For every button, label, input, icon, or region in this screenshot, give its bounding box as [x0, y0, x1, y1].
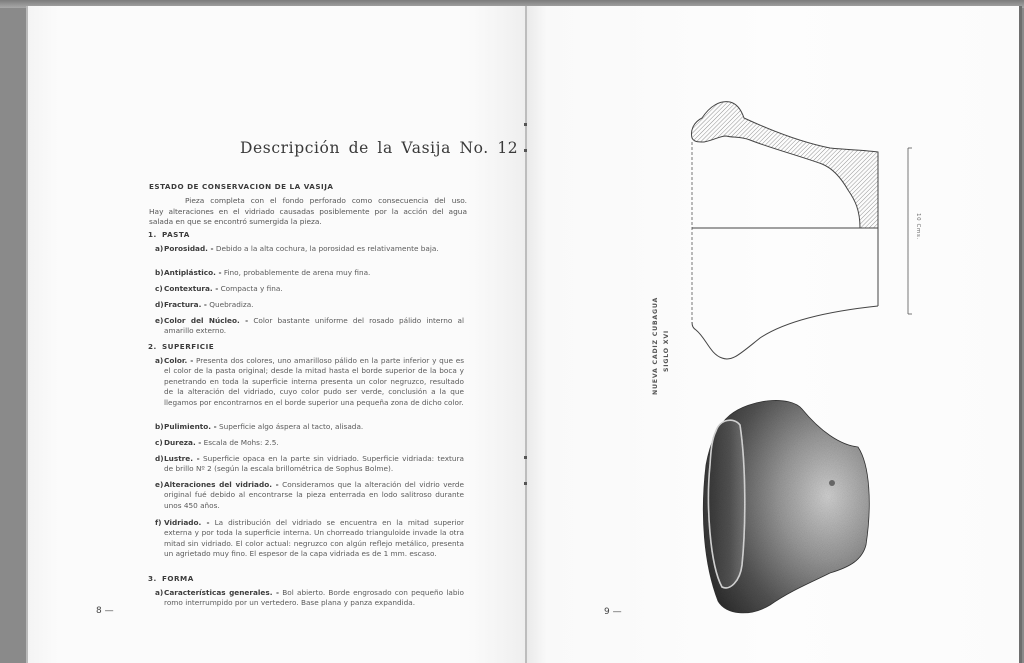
item-label: b): [155, 268, 164, 277]
item-label: f): [155, 518, 162, 527]
item-text: Consideramos que la alteración del vidrio verde original fué debido al encontrarse la pieza enterrada en lodo salitroso durante unos 450 años.: [164, 480, 464, 510]
section-title: FORMA: [162, 574, 194, 583]
item-key: Vidriado. -: [164, 518, 210, 527]
item-label: b): [155, 422, 164, 431]
list-item: [155, 356, 464, 408]
list-item: [155, 422, 464, 432]
item-key: Contextura. -: [164, 284, 219, 293]
item-key: Color del Núcleo. -: [164, 316, 249, 325]
item-label: a): [155, 356, 164, 365]
item-text: Escala de Mohs: 2.5.: [201, 438, 279, 447]
page-number-right: 9 —: [604, 607, 622, 617]
item-text: Bol abierto. Borde engrosado con pequeño labio romo interrumpido por un vertedero. Base plana y panza expandida.: [164, 588, 464, 608]
item-label: d): [155, 300, 164, 309]
scale-label: 10 Cms.: [915, 213, 921, 240]
vessel-profile-drawing: [680, 90, 900, 370]
paragraph-line: Hay alteraciones en el vidriado causadas posiblemente por la acción del agua: [149, 206, 467, 216]
item-key: Fractura. -: [164, 300, 207, 309]
caption-century: SIGLO XVI: [663, 329, 670, 372]
item-key: Pulimiento. -: [164, 422, 217, 431]
item-label: a): [155, 588, 164, 597]
section-heading-forma: [148, 574, 194, 583]
item-label: c): [155, 438, 163, 447]
item-text: Color bastante uniforme del rosado pálido interno al amarillo externo.: [164, 316, 464, 336]
staple-mark: [524, 123, 527, 126]
item-key: Antiplástico. -: [164, 268, 222, 277]
section-title: SUPERFICIE: [162, 342, 215, 351]
section-number: 1.: [148, 230, 157, 239]
item-key: Porosidad. -: [164, 244, 214, 253]
list-item: [155, 316, 464, 337]
paragraph-line: Pieza completa con el fondo perforado como consecuencia del uso.: [185, 196, 467, 205]
paragraph-line: salada en que se encontró sumergida la pieza.: [149, 217, 322, 227]
section-number: 3.: [148, 574, 157, 583]
staple-mark: [524, 149, 527, 152]
list-item: [155, 588, 464, 609]
item-key: Dureza. -: [164, 438, 202, 447]
item-text: Fino, probablemente de arena muy fina.: [221, 268, 371, 277]
section-heading-superficie: [148, 342, 214, 351]
item-label: a): [155, 244, 164, 253]
item-key: Color. -: [164, 356, 194, 365]
list-item: [155, 454, 464, 475]
section-title: PASTA: [162, 230, 190, 239]
list-item: [155, 438, 464, 448]
list-item: [155, 300, 464, 310]
section-number: 2.: [148, 342, 157, 351]
section-heading-conservacion: ESTADO DE CONSERVACION DE LA VASIJA: [149, 182, 334, 191]
list-item: [155, 268, 464, 278]
list-item: [155, 244, 464, 254]
item-label: e): [155, 316, 164, 325]
page-title: Descripción de la Vasija No. 12: [240, 139, 519, 157]
item-label: c): [155, 284, 163, 293]
staple-mark: [524, 482, 527, 485]
book-gutter: [525, 6, 527, 663]
caption-location: NUEVA CADIZ CUBAGUA: [652, 296, 659, 395]
staple-mark: [524, 456, 527, 459]
item-key: Características generales. -: [164, 588, 279, 597]
item-key: Lustre. -: [164, 454, 200, 463]
item-text: Presenta dos colores, uno amarilloso pálido en la parte inferior y que es el color de la pasta original; desde la mitad hasta el borde superior de la boca y penetrando en toda la superficie interna presenta un color negruzco, resultado de la alteración del vidriado, cuyo color pudo ser verde, conclusión a la que llegamos por encontrarnos en el borde superior una pequeña zona de dicho color.: [164, 356, 464, 407]
list-item: [155, 284, 464, 294]
vessel-stippled-illustration: [690, 395, 890, 620]
list-item: [155, 480, 464, 511]
item-text: Superficie algo áspera al tacto, alisada.: [216, 422, 364, 431]
item-label: d): [155, 454, 164, 463]
item-text: Quebradiza.: [206, 300, 254, 309]
item-key: Alteraciones del vidriado. -: [164, 480, 279, 489]
conservacion-paragraph: [149, 196, 467, 228]
item-label: e): [155, 480, 164, 489]
item-text: Debido a la alta cochura, la porosidad es relativamente baja.: [213, 244, 439, 253]
section-heading-pasta: [148, 230, 190, 239]
item-text: Compacta y fina.: [218, 284, 283, 293]
item-text: La distribución del vidriado se encuentra en la mitad superior externa y por toda la superficie interna. Un chorreado trianguloide invade la otra mitad sin vidriado. El color actual: negruzco con algún reflejo metálico, presenta un agrietado muy fino. El espesor de la capa vidriada es de 1 mm. escaso.: [164, 518, 464, 559]
list-item: [155, 518, 464, 560]
item-text: Superficie opaca en la parte sin vidriado. Superficie vidriada: textura de brillo Nº 2 (según la escala brillométrica de Sophus Bolme).: [164, 454, 464, 474]
page-number-left: 8 —: [96, 606, 114, 616]
